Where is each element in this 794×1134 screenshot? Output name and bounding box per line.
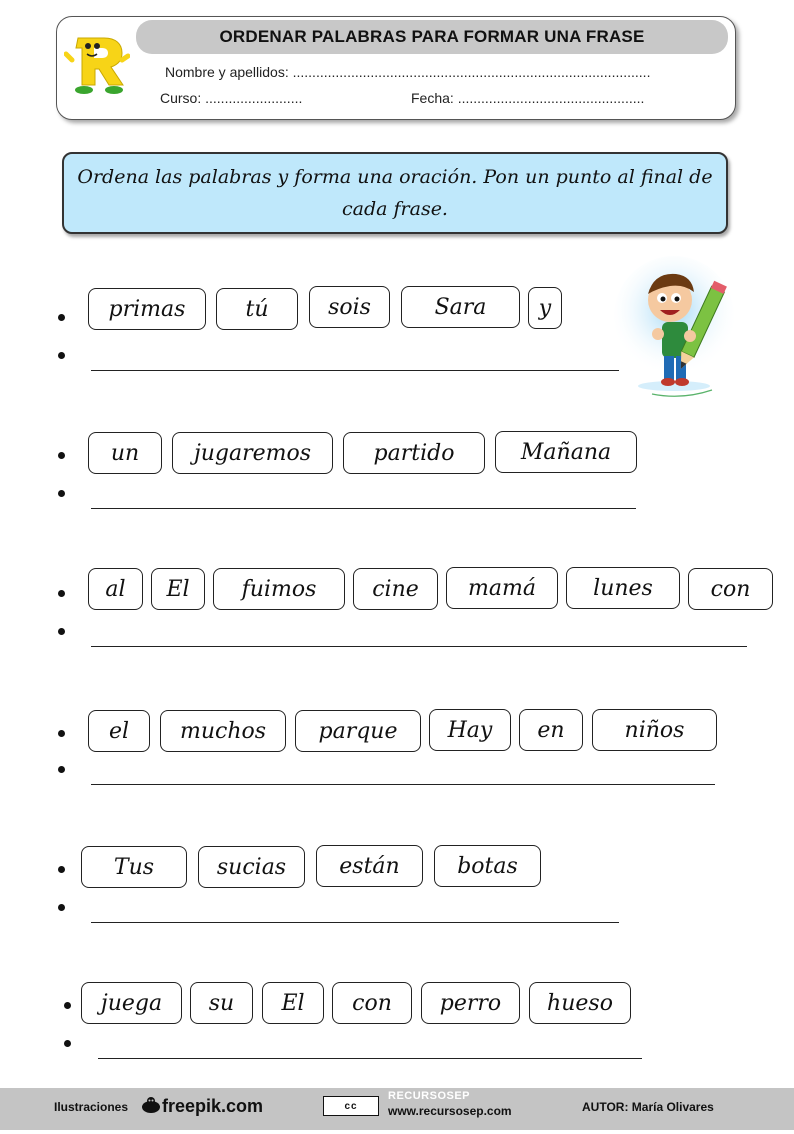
word-tile[interactable]: su [190,982,253,1024]
answer-line-3[interactable] [91,646,747,647]
child-with-pencil-illustration [612,254,736,400]
answer-4-bullet [58,766,65,773]
freepik-logo-icon [140,1094,162,1116]
word-tile[interactable]: primas [88,288,206,330]
answer-line-4[interactable] [91,784,715,785]
word-tile[interactable]: muchos [160,710,286,752]
answer-1-bullet [58,352,65,359]
author-credit: AUTOR: María Olivares [582,1100,714,1114]
word-tile[interactable]: juega [81,982,182,1024]
answer-5-bullet [58,904,65,911]
word-tile[interactable]: en [519,709,583,751]
name-field[interactable]: Nombre y apellidos: ............................................................................................ [165,64,651,80]
word-tile[interactable]: Sara [401,286,520,328]
answer-3-bullet [58,628,65,635]
word-tile[interactable]: y [528,287,562,329]
word-tile[interactable]: mamá [446,567,558,609]
word-tile[interactable]: al [88,568,143,610]
freepik-link[interactable]: freepik.com [162,1096,264,1116]
worksheet-title: ORDENAR PALABRAS PARA FORMAR UNA FRASE [136,20,728,54]
word-tile[interactable]: El [262,982,324,1024]
word-tile[interactable]: con [688,568,773,610]
letter-r-mascot-logo [64,32,130,98]
word-tile[interactable]: perro [421,982,520,1024]
word-tile[interactable]: botas [434,845,541,887]
site-name: RECURSOSEP [388,1090,471,1102]
course-field[interactable]: Curso: ......................... [160,90,303,106]
word-tile[interactable]: partido [343,432,485,474]
word-tile[interactable]: parque [295,710,421,752]
instruction-box [62,152,728,234]
word-tile[interactable]: fuimos [213,568,345,610]
word-tile[interactable]: Hay [429,709,511,751]
exercise-5-bullet [58,866,65,873]
word-tile[interactable]: cine [353,568,438,610]
exercise-2-bullet [58,452,65,459]
illustrations-label: Ilustraciones [54,1100,129,1114]
word-tile[interactable]: un [88,432,162,474]
answer-line-1[interactable] [91,370,619,371]
word-tile[interactable]: hueso [529,982,631,1024]
exercise-6-bullet [64,1002,71,1009]
date-field[interactable]: Fecha: ................................................ [411,90,645,106]
site-url-link[interactable]: www.recursosep.com [388,1104,512,1118]
answer-line-2[interactable] [91,508,636,509]
word-tile[interactable]: Tus [81,846,187,888]
word-tile[interactable]: Mañana [495,431,637,473]
answer-line-5[interactable] [91,922,619,923]
instruction-text: Ordena las palabras y forma una oración. Pon un punto al final de cada frase. [77,166,713,220]
word-tile[interactable]: sois [309,286,390,328]
word-tile[interactable]: el [88,710,150,752]
answer-6-bullet [64,1040,71,1047]
exercise-4-bullet [58,730,65,737]
word-tile[interactable]: jugaremos [172,432,333,474]
word-tile[interactable]: tú [216,288,298,330]
exercise-1-bullet [58,314,65,321]
creative-commons-badge: cc [323,1096,379,1116]
word-tile[interactable]: sucias [198,846,305,888]
answer-2-bullet [58,490,65,497]
word-tile[interactable]: lunes [566,567,680,609]
answer-line-6[interactable] [98,1058,642,1059]
footer-bar [0,1088,794,1130]
word-tile[interactable]: niños [592,709,717,751]
word-tile[interactable]: con [332,982,412,1024]
exercise-3-bullet [58,590,65,597]
word-tile[interactable]: El [151,568,205,610]
word-tile[interactable]: están [316,845,423,887]
